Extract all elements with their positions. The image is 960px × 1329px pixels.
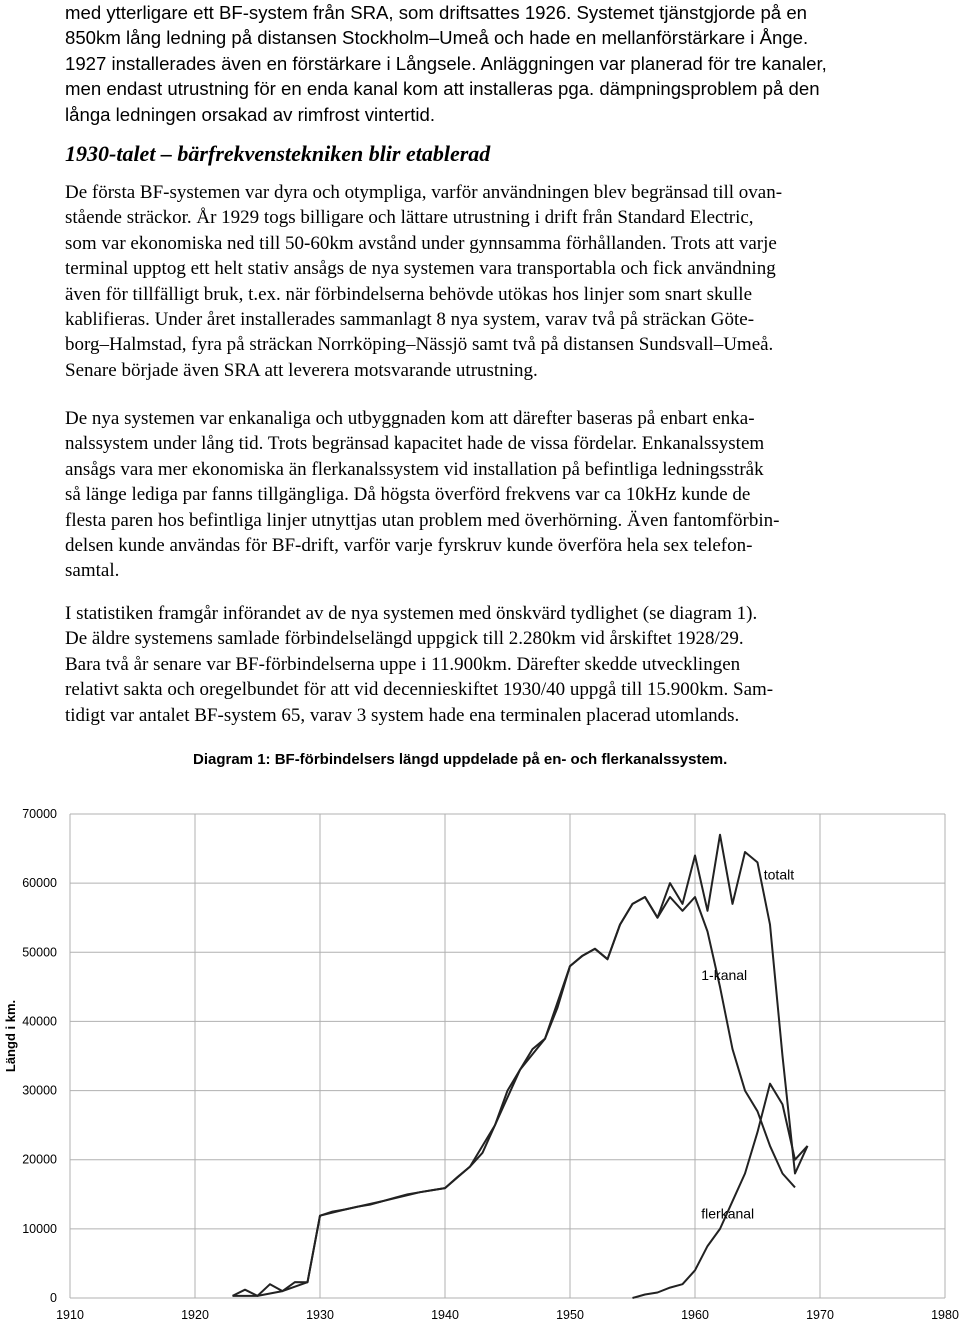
- y-tick-label: 50000: [22, 945, 57, 960]
- text-line: De nya systemen var enkanaliga och utbyggnaden kom att därefter baseras på enbart enka-: [65, 408, 755, 429]
- y-axis-label: Längd i km.: [3, 999, 18, 1073]
- text-line: samtal.: [65, 560, 120, 582]
- intro-line: långa ledningen orsakad av rimfrost vintertid.: [65, 103, 436, 125]
- y-tick-label: 20000: [22, 1152, 57, 1167]
- y-tick-label: 30000: [22, 1083, 57, 1098]
- x-tick-label: 1960: [681, 1308, 709, 1322]
- x-tick-label: 1970: [806, 1308, 834, 1322]
- paragraph-3: [65, 601, 907, 728]
- text-line: I statistiken framgår införandet av de nya systemen med önskvärd tydlighet (se diagram 1).: [65, 603, 758, 624]
- text-line: De äldre systemens samlade förbindelselängd uppgick till 2.280km vid årskiftet 1928/29.: [65, 628, 744, 650]
- line-chart: [0, 780, 960, 1329]
- chart-title: Diagram 1: BF-förbindelsers längd uppdelade på en- och flerkanalssystem.: [193, 751, 728, 768]
- series-label-flerkanal: flerkanal: [701, 1205, 755, 1222]
- y-tick-label: 0: [50, 1291, 57, 1305]
- x-tick-label: 1910: [56, 1308, 84, 1322]
- text-line: Senare började även SRA att leverera motsvarande utrustning.: [65, 359, 538, 381]
- intro-line: 1927 installerades även en förstärkare i Långsele. Anläggningen var planerad för tre kanaler,: [65, 52, 827, 74]
- y-tick-label: 10000: [22, 1221, 57, 1236]
- series-label-1-kanal: 1-kanal: [701, 966, 748, 983]
- intro-paragraph: [65, 0, 907, 127]
- x-tick-label: 1940: [431, 1308, 459, 1322]
- section-heading: 1930-talet – bärfrekvenstekniken blir etablerad: [65, 141, 491, 166]
- chart-grid: [70, 814, 945, 1298]
- text-line: så länge lediga par fanns tillgängliga. Då högsta överförd frekvens var ca 10kHz kunde de: [65, 484, 751, 506]
- intro-line: 850km lång ledning på distansen Stockholm–Umeå och hade en mellanförstärkare i Ånge.: [65, 27, 809, 49]
- text-line: flesta paren hos befintliga linjer utnyttjas utan problem med överhörning. Även fantomförbin-: [65, 509, 780, 531]
- series-1-kanal-line: [233, 897, 796, 1296]
- paragraph-2: [65, 406, 907, 584]
- x-tick-label: 1930: [306, 1308, 334, 1322]
- text-line: ansågs vara mer ekonomiska än flerkanalssystem vid installation på befintliga ledningsstråk: [65, 458, 764, 480]
- series-flerkanal-line: [633, 1084, 808, 1298]
- text-line: borg–Halmstad, fyra på sträckan Norrköping–Nässjö samt två på distansen Sundsvall–Umeå.: [65, 334, 774, 356]
- y-tick-label: 60000: [22, 876, 57, 891]
- chart-labels: [3, 867, 794, 1222]
- series-label-totalt: totalt: [763, 866, 795, 883]
- text-line: terminal upptog ett helt stativ ansågs de nya systemen vara transportabla och fick användning: [65, 258, 776, 280]
- text-line: Bara två år senare var BF-förbindelserna uppe i 11.900km. Därefter skedde utvecklingen: [65, 653, 741, 675]
- text-line: tidigt var antalet BF-system 65, varav 3 system hade ena terminalen placerad utomlands.: [65, 704, 740, 726]
- text-line: delsen kunde användas för BF-drift, varför varje fyrskruv kunde överföra hela sex telefon-: [65, 535, 753, 557]
- text-line: även för tillfälligt bruk, t.ex. när förbindelserna behövde utökas hos linjer som snart skulle: [65, 283, 752, 305]
- x-tick-label: 1920: [181, 1308, 209, 1322]
- x-tick-label: 1950: [556, 1308, 584, 1322]
- paragraph-1: [65, 180, 907, 383]
- intro-line: med ytterligare ett BF-system från SRA, som driftsattes 1926. Systemet tjänstgjorde på en: [65, 2, 807, 23]
- text-line: kablifieras. Under året installerades sammanlagt 8 nya system, varav två på sträckan Göte-: [65, 309, 755, 331]
- y-tick-label: 40000: [22, 1014, 57, 1029]
- text-line: nalssystem under lång tid. Trots begränsad kapacitet hade de vissa fördelar. Enkanalssystem: [65, 433, 765, 455]
- chart-ticks: [22, 807, 959, 1322]
- x-tick-label: 1980: [931, 1308, 959, 1322]
- text-line: som var ekonomiska ned till 50-60km avstånd under gynnsamma förhållanden. Trots att varje: [65, 232, 777, 254]
- text-line: relativt sakta och oregelbundet för att vid decennieskiftet 1930/40 uppgå till 15.900km. Sam-: [65, 679, 774, 701]
- intro-line: men endast utrustning för en enda kanal kom att installeras pga. dämpningsproblem på den: [65, 78, 820, 100]
- text-line: stående sträckor. År 1929 togs billigare och lättare utrustning i drift från Standard Electric,: [65, 207, 754, 229]
- y-tick-label: 70000: [22, 807, 57, 821]
- text-line: De första BF-systemen var dyra och otympliga, varför användningen blev begränsad till ovan-: [65, 182, 783, 203]
